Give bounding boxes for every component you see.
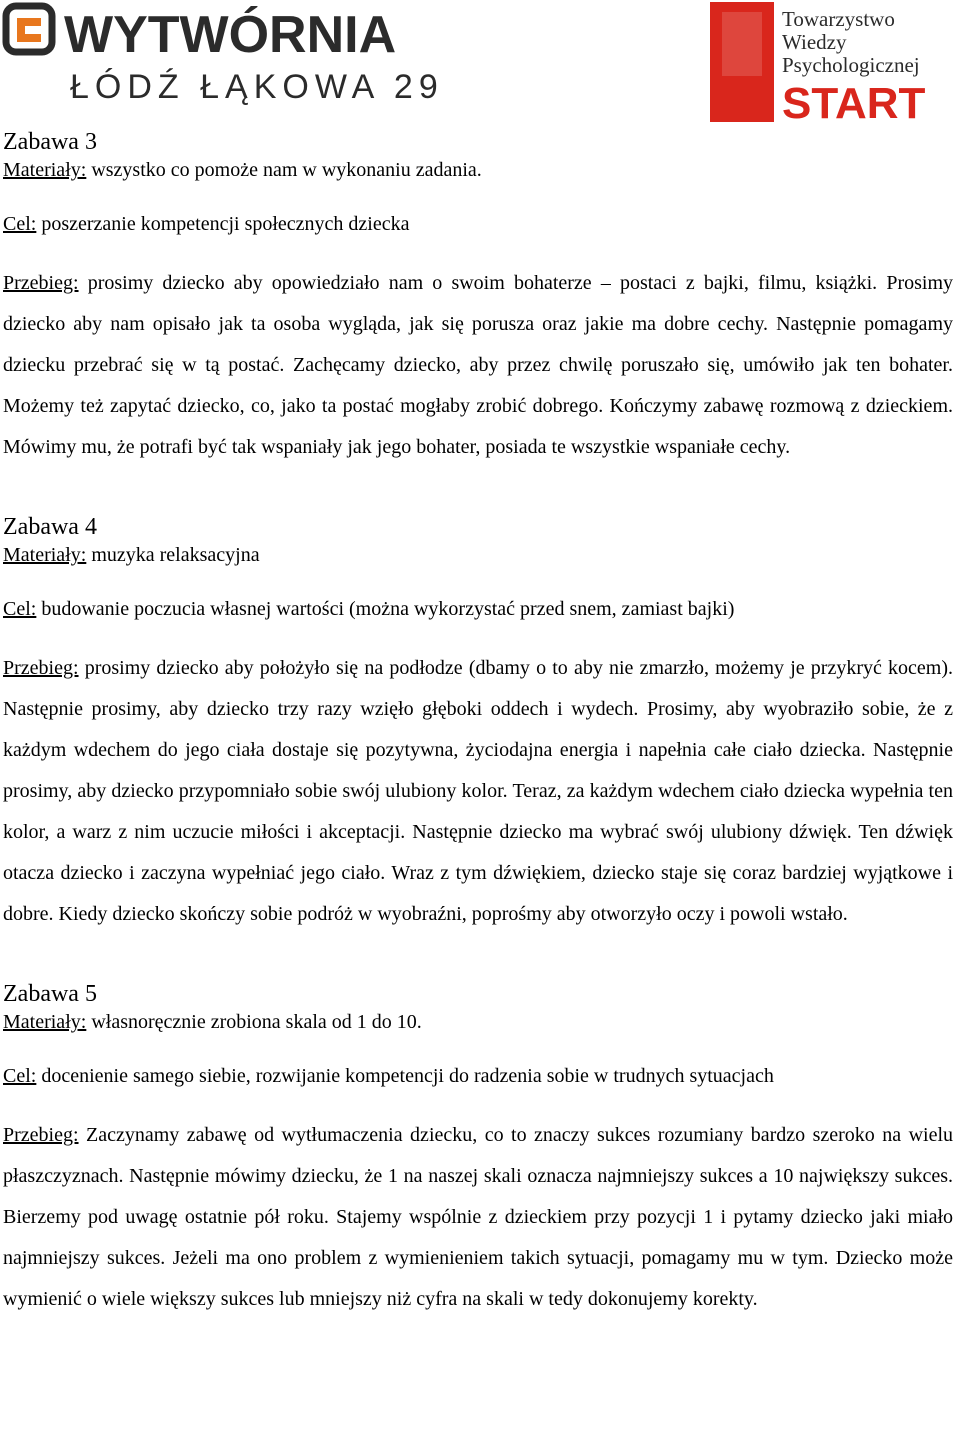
course-text: Zaczynamy zabawę od wytłumaczenia dziecku, co to znaczy sukces rozumiany bardzo szeroko na wielu płaszczyznach. Następnie mówimy dziecku, że 1 na naszej skali oznacza najmniejszy sukces a 10 największy sukces. Bierzemy pod uwagę ostatnie pół roku. Stajemy wspólnie z dzieckiem przy pozycji 1 i pytamy dziecko jaki miało najmniejszy sukces. Jeżeli ma ono problem z wymienieniem takich sytuacji, pomagamy mu w tym. Dziecko może wymienić o wiele większy sukces lub mniejszy niż cyfra na skali w tedy dokonujemy korekty. [3, 1124, 953, 1310]
tow-start-logo [708, 0, 958, 126]
materials-label: Materiały: [3, 544, 87, 566]
goal-line [3, 1063, 953, 1089]
course-paragraph [3, 648, 953, 935]
goal-label: Cel: [3, 1065, 37, 1087]
materials-label: Materiały: [3, 1011, 87, 1033]
materials-text: własnoręcznie zrobiona skala od 1 do 10. [86, 1011, 422, 1033]
materials-line [3, 1009, 953, 1035]
goal-label: Cel: [3, 213, 37, 235]
goal-line [3, 211, 953, 237]
goal-label: Cel: [3, 598, 37, 620]
materials-text: wszystko co pomoże nam w wykonaniu zadania. [86, 159, 482, 181]
logo-right-start: START [782, 79, 926, 128]
goal-line [3, 596, 953, 622]
materials-line [3, 542, 953, 568]
goal-text: budowanie poczucia własnej wartości (można wykorzystać przed snem, zamiast bajki) [36, 598, 735, 620]
wytwornia-logo [4, 2, 444, 108]
section-zabawa-5 [3, 979, 953, 1320]
course-label: Przebieg: [3, 657, 79, 679]
course-paragraph [3, 1115, 953, 1320]
goal-text: poszerzanie kompetencji społecznych dziecka [36, 213, 410, 235]
course-paragraph [3, 263, 953, 468]
logo-left-wordmark: WYTWÓRNIA [64, 6, 397, 64]
materials-text: muzyka relaksacyjna [86, 544, 260, 566]
page-header [0, 0, 960, 130]
section-title: Zabawa 5 [3, 981, 97, 1007]
section-zabawa-4 [3, 512, 953, 935]
logo-right-line2: Wiedzy [782, 30, 847, 54]
course-label: Przebieg: [3, 1124, 79, 1146]
document-body [3, 127, 953, 1320]
materials-line [3, 157, 953, 183]
section-zabawa-3 [3, 127, 953, 468]
section-title: Zabawa 3 [3, 129, 97, 155]
materials-label: Materiały: [3, 159, 87, 181]
course-text: prosimy dziecko aby położyło się na podłodze (dbamy o to aby nie zmarzło, możemy je przykryć kocem). Następnie prosimy, aby dziecko trzy razy wzięło głęboki oddech i wydech. Prosimy, aby wyobraziło sobie, że z każdym wdechem do jego ciała dostaje się pozytywna, życiodajna energia i napełnia całe ciało dziecka. Następnie prosimy, aby dziecko przypomniało sobie swój ulubiony kolor. Teraz, za każdym wdechem ciało dziecka wypełnia ten kolor, a warz z nim uczucie miłości i akceptacji. Następnie dziecko ma wybrać swój ulubiony dźwięk. Ten dźwięk otacza dziecko i zaczyna wypełniać jego ciało. Wraz z tym dźwiękiem, dziecko staje się coraz bardziej wyjątkowe i dobre. Kiedy dziecko skończy sobie podróż w wyobraźni, poprośmy aby otworzyło oczy i powoli wstało. [3, 657, 953, 925]
logo-right-line3: Psychologicznej [782, 53, 920, 77]
course-text: prosimy dziecko aby opowiedziało nam o swoim bohaterze – postaci z bajki, filmu, książki. Prosimy dziecko aby nam opisało jak ta osoba wygląda, jak się porusza oraz jakie ma dobre cechy. Następnie pomagamy dziecku przebrać się w tą postać. Zachęcamy dziecko, aby przez chwilę poruszało się, umówiło jak ten bohater. Możemy też zapytać dziecko, co, jako ta postać mogłaby zrobić dobrego. Kończymy zabawę rozmową z dzieckiem. Mówimy mu, że potrafi być tak wspaniały jak jego bohater, posiada te wszystkie wspaniałe cechy. [3, 272, 953, 458]
goal-text: docenienie samego siebie, rozwijanie kompetencji do radzenia sobie w trudnych sytuacjach [36, 1065, 774, 1087]
logo-right-line1: Towarzystwo [782, 7, 895, 31]
section-title: Zabawa 4 [3, 514, 97, 540]
logo-left-address: ŁÓDŹ ŁĄKOWA 29 [70, 68, 444, 106]
course-label: Przebieg: [3, 272, 79, 294]
